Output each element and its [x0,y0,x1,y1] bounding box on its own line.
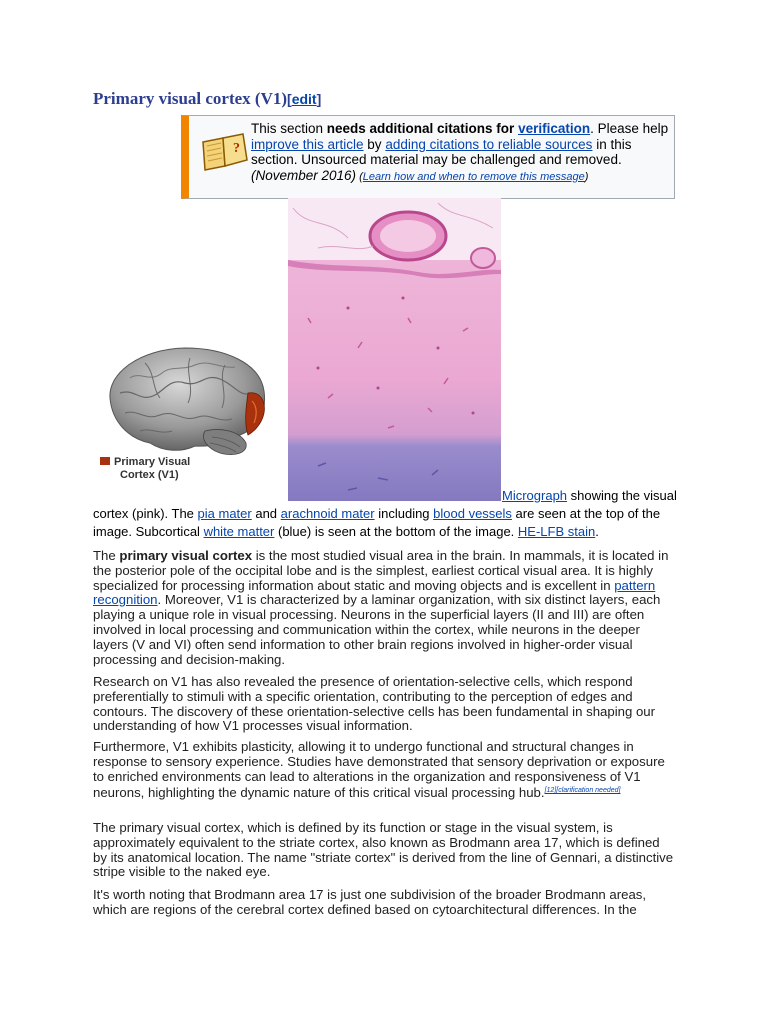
caption-text: showing the visual cortex (pink). The [93,488,677,521]
paragraph-5: It's worth noting that Brodmann area 17 is just one subdivision of the broader Brodmann areas, which are regions of the cerebral cortex defined based on cytoarchitectural differences. In the [93,887,647,917]
p1-bold-term: primary visual cortex [119,548,253,563]
notice-text-part: in this section. Unsourced material may be challenged and removed. [251,136,632,167]
svg-text:?: ? [233,141,240,156]
p1-text: The [93,548,120,563]
caption-text: are seen at the top of the image. Subcortical [93,506,661,539]
paragraph-2: Research on V1 has also revealed the presence of orientation-selective cells, which respond preferentially to stimuli with a specific orientation, contributing to the perception of edges and contours. The discovery of these orientation-selective cells has been fundamental in shaping our understanding of how V1 processes visual information. [93,674,656,734]
p1-text: . Moreover, V1 is characterized by a laminar organization, with six distinct layers, each playing a unique role in visual processing. Neurons in the superficial layers (II and III) are often involved in local processing and communication within the cortex, while neurons in the deeper layers (V and VI) often send information to other brain regions involved in higher-order visual processing and decision-making. [93,592,661,667]
section-title: Primary visual cortex (V1) [93,89,288,108]
paragraph-3 [93,740,675,801]
paragraph-4: The primary visual cortex, which is defined by its function or stage in the visual system, is approximately equivalent to the striate cortex, also known as Brodmann area 17, which is defined by its anatomical location. The name "striate cortex" is derived from the line of Gennari, a distinctive stripe visible to the naked eye. [93,820,674,880]
caption-text: . [595,524,599,539]
caption-text: and [251,506,281,521]
notice-text-part: . Please help [590,121,669,136]
blood-vessels-link[interactable]: blood vessels [433,506,512,521]
v1-color-swatch [100,457,110,465]
white-matter-link[interactable]: white matter [203,524,275,539]
notice-date: (November 2016) [251,167,357,183]
micrograph-image[interactable] [288,198,501,501]
adding-citations-link[interactable]: adding citations to reliable sources [385,136,593,152]
remove-message-link[interactable]: Learn how and when to remove this message [362,170,585,183]
pattern-recognition-link[interactable]: pattern recognition [93,577,656,608]
caption-text: including [374,506,434,521]
clarification-needed-link[interactable]: [clarification needed] [556,787,621,795]
legend-line-2: Cortex (V1) [120,469,179,481]
micrograph-link[interactable]: Micrograph [502,488,568,503]
book-question-icon [199,130,251,172]
p3-text: Furthermore, V1 exhibits plasticity, allowing it to undergo functional and structural changes in response to sensory experience. Studies have demonstrated that sensory deprivation or exposure to enriched environments can lead to alterations in the organization and responsiveness of V1 neurons, highlighting the dynamic nature of this critical visual processing hub. [93,739,665,801]
he-lfb-stain-link[interactable]: HE-LFB stain [517,524,596,539]
edit-link[interactable]: edit [291,91,317,107]
improve-article-link[interactable]: improve this article [251,136,364,152]
verification-link[interactable]: verification [518,121,591,136]
legend-line-1: Primary Visual [114,456,191,468]
notice-paren: ( [356,170,363,183]
pia-mater-link[interactable]: pia mater [197,506,252,521]
paragraph-1 [93,549,675,667]
citation-notice-box [181,115,675,199]
notice-text-part: This section [251,121,327,136]
p1-text: is the most studied visual area in the brain. In mammals, it is located in the posterior pole of the occipital lobe and is the simplest, earliest cortical visual area. It is highly specialized for processing information about static and moving objects and is excellent in [93,548,669,593]
notice-text [251,121,673,185]
caption-text: (blue) is seen at the bottom of the image. [274,524,518,539]
notice-bold-text: needs additional citations for [326,121,519,136]
edit-bracket-open: [ [287,91,292,107]
brain-legend [100,456,190,481]
section-heading [93,89,321,109]
notice-paren: ) [584,170,589,183]
citation-12-link[interactable]: [12] [544,787,557,795]
figure-caption [93,487,683,541]
edit-bracket-close: ] [316,91,322,107]
arachnoid-mater-link[interactable]: arachnoid mater [280,506,375,521]
notice-text-part: by [363,136,386,152]
